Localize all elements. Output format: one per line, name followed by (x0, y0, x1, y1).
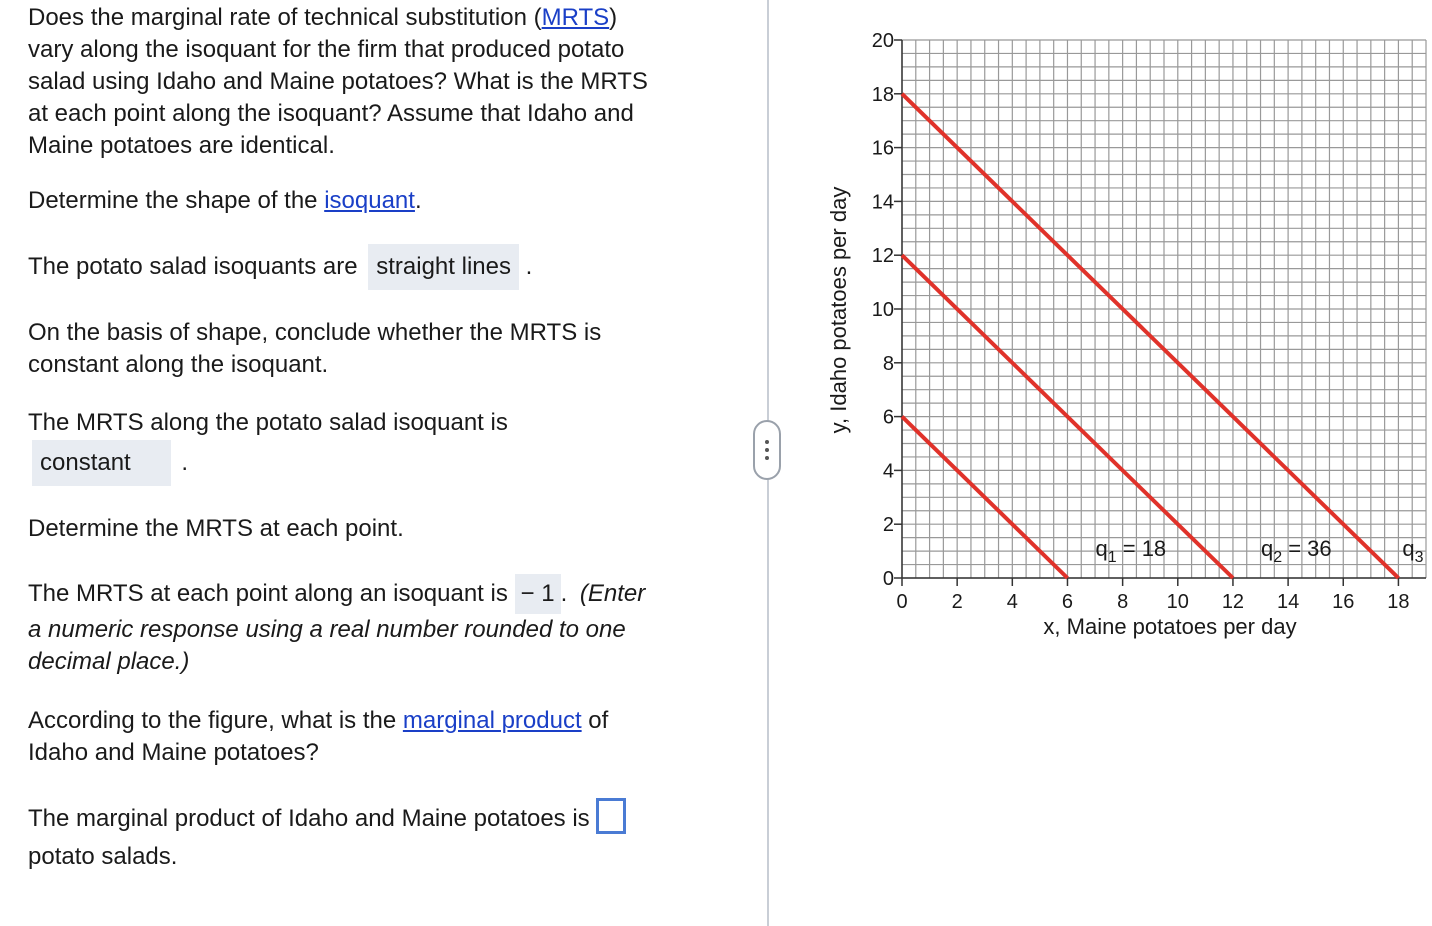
marginal-product-link[interactable]: marginal product (402, 707, 582, 734)
x-tick-label: 18 (1387, 591, 1410, 613)
isoquant-link[interactable]: isoquant (324, 187, 415, 214)
x-tick-label: 4 (1006, 591, 1018, 613)
mrts-constant-answer-line: constant . (32, 440, 188, 486)
y-tick-label: 14 (871, 191, 894, 214)
x-tick-label: 6 (1061, 591, 1074, 613)
x-tick-label: 12 (1221, 591, 1245, 613)
x-tick-label: 8 (1117, 591, 1129, 613)
mrts-constant-prompt: The MRTS along the potato salad isoquant is (28, 409, 508, 436)
x-tick-label: 10 (1166, 591, 1189, 613)
mrts-value-line: The MRTS at each point along an isoquant is − 1 . (Enter a numeric response using a real number rounded to one decimal place.) (28, 574, 645, 678)
isoquant-label-2: $q_2 = 36$ (1260, 536, 1332, 566)
y-tick-label: 12 (871, 245, 894, 268)
marginal-product-answer-line: The marginal product of Idaho and Maine potatoes is potato salads. (28, 800, 626, 876)
mrts-constant-dropdown[interactable]: constant (32, 440, 171, 486)
y-tick-label: 4 (882, 460, 894, 483)
x-tick-label: 14 (1276, 591, 1300, 613)
chart-grid (902, 40, 1426, 578)
marginal-product-input[interactable] (596, 798, 626, 834)
y-tick-label: 10 (871, 299, 894, 321)
y-tick-label: 20 (871, 30, 894, 52)
y-tick-label: 8 (882, 352, 894, 375)
y-tick-label: 0 (882, 568, 894, 590)
mrts-each-point-prompt: Determine the MRTS at each point. (28, 515, 404, 542)
mrts-link[interactable]: MRTS (541, 4, 610, 31)
marginal-product-prompt: According to the figure, what is the marginal product of Idaho and Maine potatoes? (28, 707, 609, 766)
x-tick-label: 2 (951, 591, 963, 613)
isoquant-label-3: $q_3$ (1402, 536, 1424, 566)
y-tick-label: 18 (871, 83, 894, 106)
y-tick-label: 16 (871, 137, 894, 160)
y-tick-label: 2 (882, 514, 894, 537)
x-tick-label: 16 (1332, 591, 1355, 613)
pane-resize-handle[interactable] (753, 420, 781, 480)
shape-prompt: Determine the shape of the isoquant. (28, 187, 422, 214)
x-axis-label: x, Maine potatoes per day (1043, 614, 1297, 639)
mrts-value-field[interactable]: − 1 (515, 574, 561, 614)
y-tick-label: 6 (882, 406, 894, 429)
y-axis-label: y, Idaho potatoes per day (826, 186, 851, 434)
shape-answer-dropdown[interactable]: straight lines (368, 244, 519, 290)
question-intro: Does the marginal rate of technical substitution (MRTS) vary along the isoquant for the firm that produced potato salad using Idaho and Maine potatoes? What is the MRTS at each point along the isoquant? Assume that Idaho and Maine potatoes are identical. (28, 4, 648, 159)
x-tick-label: 0 (896, 591, 908, 613)
isoquant-chart (790, 0, 1430, 660)
isoquant-label-1: $q_1 = 18$ (1095, 536, 1167, 566)
shape-answer-line: The potato salad isoquants are straight lines . (28, 244, 532, 290)
mrts-shape-prompt: On the basis of shape, conclude whether the MRTS is constant along the isoquant. (28, 319, 602, 378)
